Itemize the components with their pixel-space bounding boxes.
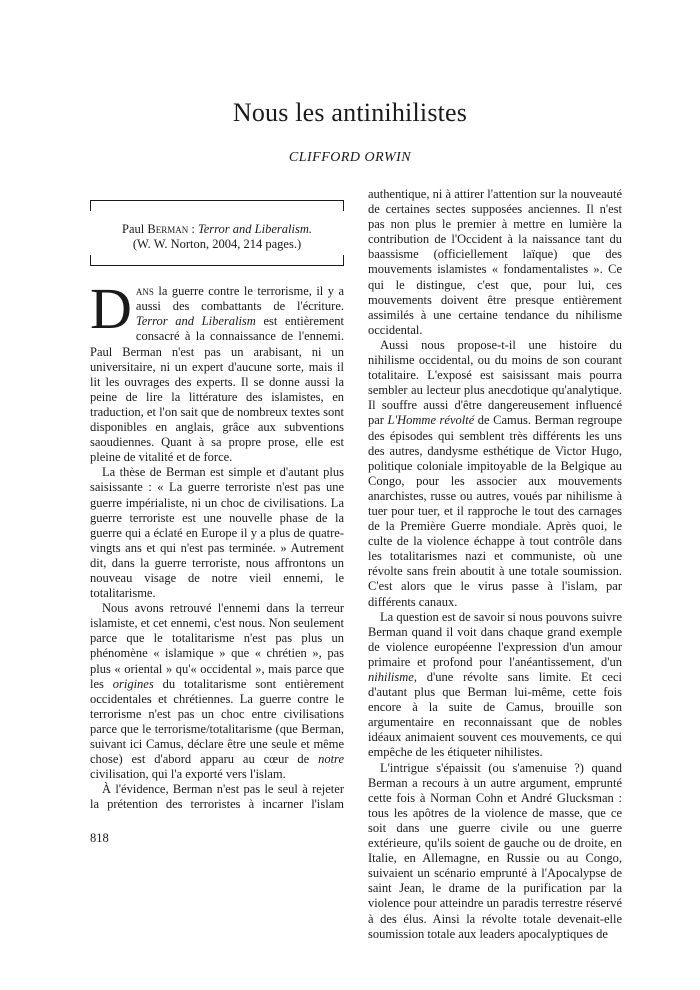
reviewer-first-name: Paul <box>122 222 145 236</box>
page-number: 818 <box>90 831 109 845</box>
paragraph-6 <box>368 610 622 761</box>
left-column <box>90 187 344 812</box>
paragraph-6-text-a: La question est de savoir si nous pouvons suivre Berman quand il voit dans chaque grand exemple de violence européenne l'expression d'un amour primaire et profond pour l'anéantissement, d'un <box>368 609 622 669</box>
right-column <box>368 187 622 942</box>
paragraph-3-text-b: du totalitarisme sont entièrement occidentales et chrétiennes. La guerre contre le terrorisme n'est pas un choc entre civilisations parce que le terrorisme/totalitarisme (que Berman, suivant ici Camus, déclare être une seule et même chose) est d'abord apparu au cœur de <box>90 676 344 767</box>
drop-cap: D <box>90 276 132 342</box>
book-title-inline: Terror and Liberalism <box>135 314 256 329</box>
article-title: Nous les antinihilistes <box>232 98 468 127</box>
emphasis-nihilisme: nihilisme <box>368 670 414 684</box>
paragraph-5 <box>368 338 622 610</box>
book-title: Terror and Liberalism. <box>197 222 312 236</box>
paragraph-2: La thèse de Berman est simple et d'autant plus saisissante : « La guerre terroriste n'est pas une guerre impérialiste, ni un choc de civilisations. La guerre terroriste est une nouvelle phase de la guerre qui a éclaté en Europe il y a plus de quatre-vingts ans et qui n'est pas terminée. » Autrement dit, dans la guerre terroriste, nous affrontons un nouveau visage de notre vieil ennemi, le totalitarisme. <box>90 465 344 601</box>
book-publisher: (W. W. Norton, 2004, 214 pages.) <box>132 237 302 252</box>
paragraph-7: L'intrigue s'épaissit (ou s'amenuise ?) quand Berman a recours à un autre argument, emprunté cette fois à Norman Cohn et André Glucksman : tous les apôtres de la violence de masse, que ce soit dans une guerre civile ou une guerre extérieure, qu'ils soient de gauche ou de droite, en Italie, en Allemagne, en Russie ou au Congo, suivaient un scénario emprunté à l'Apocalypse de saint Jean, le drame de la purification par la violence pour atteindre un paradis terrestre réservé à des élus. Ainsi la révolte totale devenait-elle soumission totale aux leaders apocalyptiques de <box>368 760 622 941</box>
paragraph-5-text-b: de Camus. Berman regroupe des épisodes qui semblent très différents les uns des autres, dandysme esthétique de Victor Hugo, politique coloniale impitoyable de la Belgique au Congo, pour les associer aux mouvements anarchistes, russe ou autres, voués par nihilisme à tuer pour tuer, et il rapproche le tout des carnages de la Première Guerre mondiale. Après quoi, le culte de la violence échappe à tout contrôle dans les totalitarismes nazi et communiste, où une révolte sans frein aboutit à une totale soumission. C'est alors que le virus passe à l'islam, par différents canaux. <box>368 413 623 609</box>
paragraph-3-text-c: civilisation, qui l'a exporté vers l'islam. <box>90 767 286 782</box>
paragraph-1 <box>90 276 344 465</box>
paragraph-6-text-b: , d'une révolte sans limite. Et ceci d'autant plus que Berman lui-même, cette fois encore à la suite de Camus, brouille son argumentaire en reconnaissant que de nobles idéaux animaient souvent ces mouvements, ce qui empêche de les étiqueter nihilistes. <box>368 670 622 760</box>
paragraph-4: À l'évidence, Berman n'est pas le seul à rejeter la prétention des terroristes à incarner l'islam <box>90 782 344 812</box>
book-reference-box <box>90 200 344 266</box>
reviewer-last-name: Berman <box>147 222 189 236</box>
review-colon: : <box>188 222 198 236</box>
paragraph-1-text-b: est entièrement consacré à la connaissance de l'ennemi. Paul Berman n'est pas un arabisant, ni un universitaire, ni un expert d'aucune sorte, mais il lit les ouvrages des experts. Il se donne aussi la peine de lire la littérature des islamistes, en traduction, et l'on sait que de nombreux textes sont disponibles en anglais, grâce aux subventions saoudiennes. Quant à sa propre prose, elle est pleine de vitalité et de force. <box>90 314 344 465</box>
emphasis-homme-revolte: L'Homme révolté <box>387 413 475 428</box>
paragraph-3-text-a: Nous avons retrouvé l'ennemi dans la terreur islamiste, et cet ennemi, c'est nous. Non seulement parce que le totalitarisme n'est pas plus un phénomène « islamique » que « chrétien », pas plus « oriental » qu'« occidental », mais parce que les <box>90 601 344 691</box>
paragraph-4-continued: authentique, ni à attirer l'attention sur la nouveauté de certaines sectes supposées anciennes. Il n'est pas non plus le premier à mettre en lumière la contribution de l'Occident à la naissance tant du baassisme (officiellement laïque) que des mouvements islamistes « fondamentalistes ». Ce qui le distingue, c'est que, pour lui, ces mouvements doivent être presque entièrement assimilés à une certaine tendance du nihilisme occidental. <box>368 187 622 337</box>
paragraph-3 <box>90 601 344 782</box>
emphasis-origines: origines <box>112 676 154 691</box>
paragraph-1-lead: ans <box>135 284 154 299</box>
emphasis-notre: notre <box>318 752 344 767</box>
author-name: CLIFFORD ORWIN <box>288 150 412 165</box>
paragraph-5-text-a: Aussi nous propose-t-il une histoire du nihilisme occidental, ou du moins de son courant totalitaire. L'exposé est saisissant mais pourra sembler au lecteur plus anecdotique qu'analytique. Il souffre aussi d'être dangereusement influencé par <box>368 337 622 428</box>
paragraph-1-text-a: la guerre contre le terrorisme, il y a aussi des combattants de l'écriture. <box>135 284 344 314</box>
